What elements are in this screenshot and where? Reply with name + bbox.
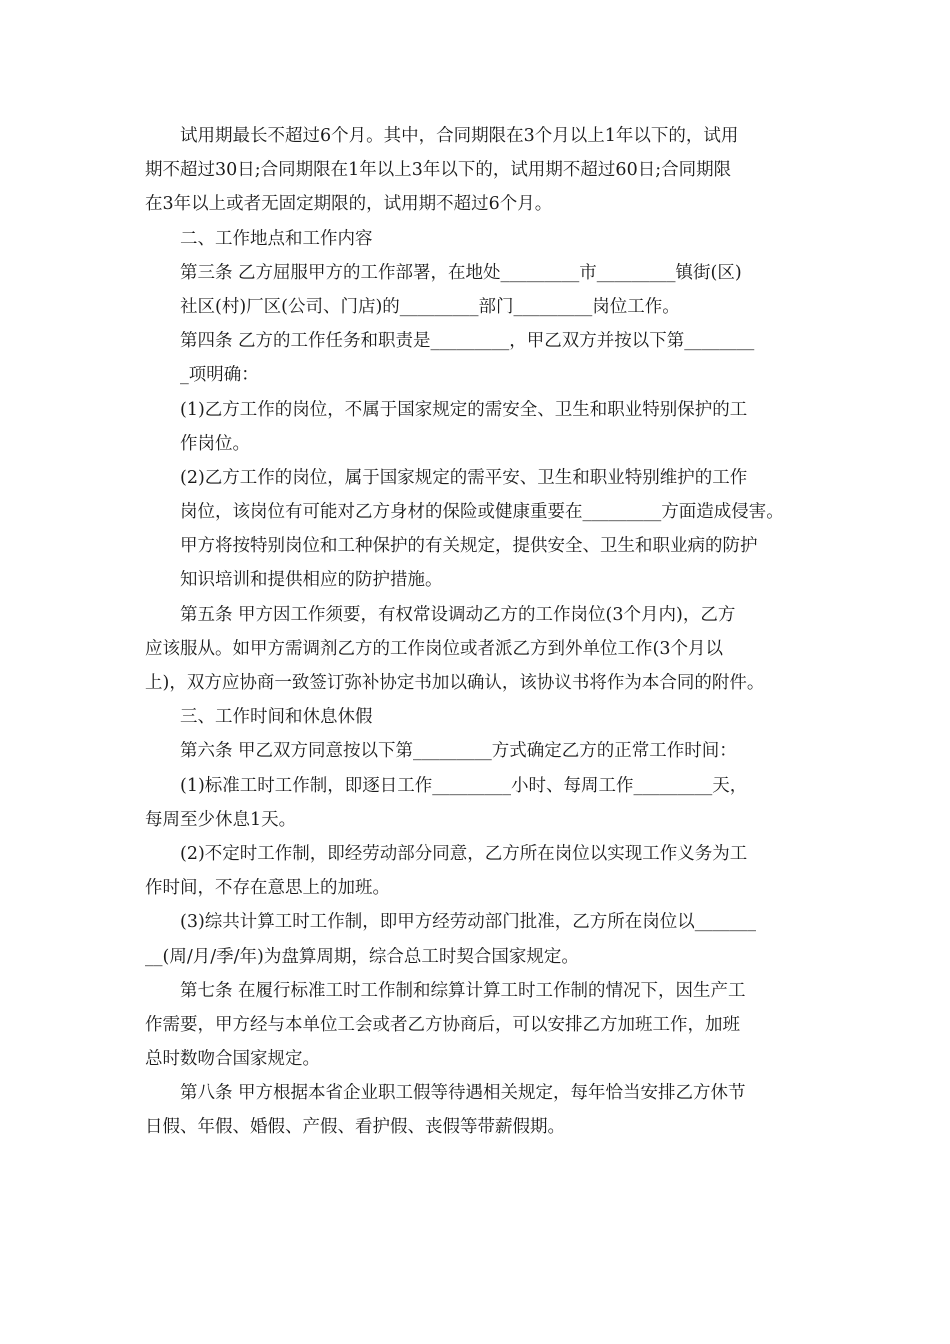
text-line: 上)，双方应协商一致签订弥补协定书加以确认，该协议书将作为本合同的附件。 (145, 673, 765, 693)
text-line: (3)综共计算工时工作制，即甲方经劳动部门批准，乙方所在岗位以_______ (145, 912, 757, 933)
text-line: 日假、年假、婚假、产假、看护假、丧假等带薪假期。 (145, 1117, 565, 1138)
text-line: 试用期最长不超过6个月。其中，合同期限在3个月以上1年以下的，试用 (145, 126, 739, 146)
text-line: 第三条 乙方屈服甲方的工作部署，在地处_________市_________镇街(区) (145, 262, 742, 283)
text-line: 第七条 在履行标准工时工作制和综算计算工时工作制的情况下，因生产工 (145, 980, 746, 1001)
text-line: 岗位，该岗位有可能对乙方身材的保险或健康重要在_________方面造成侵害。 (145, 502, 784, 523)
contract-text-body (145, 119, 810, 1145)
text-line: 作需要，甲方经与本单位工会或者乙方协商后，可以安排乙方加班工作，加班 (145, 1014, 740, 1035)
text-line: 每周至少休息1天。 (145, 809, 297, 830)
text-line: (1)乙方工作的岗位，不属于国家规定的需安全、卫生和职业特别保护的工 (145, 399, 748, 420)
text-line: 社区(村)厂区(公司、门店)的_________部门_________岗位工作。 (145, 296, 680, 317)
text-line: 期不超过30日;合同期限在1年以上3年以下的，试用期不超过60日;合同期限 (145, 160, 732, 181)
text-line: 在3年以上或者无固定期限的，试用期不超过6个月。 (145, 194, 553, 215)
text-line: 知识培训和提供相应的防护措施。 (145, 570, 443, 591)
text-line: __(周/月/季/年)为盘算周期，综合总工时契合国家规定。 (145, 946, 579, 967)
text-line: 作时间，不存在意思上的加班。 (145, 878, 390, 899)
text-line: 第六条 甲乙双方同意按以下第_________方式确定乙方的正常工作时间： (145, 741, 737, 762)
text-line: 第四条 乙方的工作任务和职责是_________，甲乙双方并按以下第________ (145, 331, 755, 352)
section-heading: 二、工作地点和工作内容 (145, 228, 373, 249)
text-line: _项明确： (145, 365, 259, 386)
text-line: 作岗位。 (145, 433, 250, 454)
text-line: 总时数吻合国家规定。 (145, 1049, 320, 1070)
text-line: 第五条 甲方因工作须要，有权常设调动乙方的工作岗位(3个月内)，乙方 (145, 604, 736, 625)
text-line: (2)不定时工作制，即经劳动部分同意，乙方所在岗位以实现工作义务为工 (145, 843, 748, 864)
text-line: 应该服从。如甲方需调剂乙方的工作岗位或者派乙方到外单位工作(3个月以 (145, 638, 723, 659)
text-line: 第八条 甲方根据本省企业职工假等待遇相关规定，每年恰当安排乙方休节 (145, 1083, 746, 1104)
text-line: (2)乙方工作的岗位，属于国家规定的需平安、卫生和职业特别维护的工作 (145, 467, 748, 488)
section-heading: 三、工作时间和休息休假 (145, 707, 373, 728)
text-line: (1)标准工时工作制，即逐日工作_________小时、每周工作_________天， (145, 775, 748, 796)
text-line: 甲方将按特别岗位和工种保护的有关规定，提供安全、卫生和职业病的防护 (145, 536, 758, 557)
